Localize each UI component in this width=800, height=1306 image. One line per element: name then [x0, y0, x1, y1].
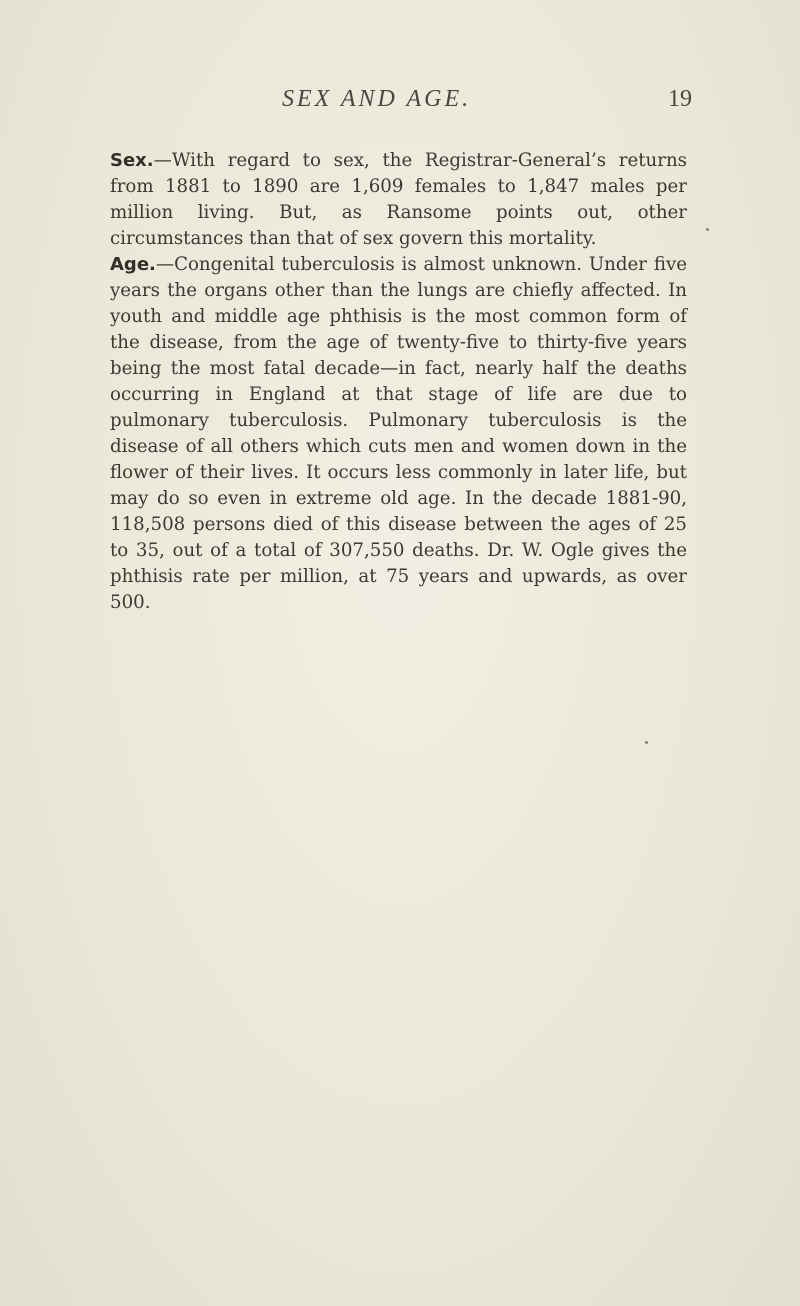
paragraph-sex [110, 148, 687, 252]
page-number: 19 [668, 86, 692, 112]
sex-heading: Sex. [110, 150, 154, 171]
paper-speck [706, 228, 709, 231]
body-text [110, 148, 687, 616]
running-header [0, 86, 800, 116]
sex-paragraph-text: —With regard to sex, the Registrar-General’s returns from 1881 to 1890 are 1,609 females to 1,847 males per million living. But, as Ransome points out, other circumstances than that of sex govern this mortality. [110, 150, 687, 249]
age-paragraph-text: —Congenital tuberculosis is almost unknown. Under five years the organs other than the lungs are chiefly affected. In youth and middle age phthisis is the most common form of the disease, from the age of twenty-five to thirty-five years being the most fatal decade—in fact, nearly half the deaths occurring in England at that stage of life are due to pulmonary tuberculosis. Pulmonary tuberculosis is the disease of all others which cuts men and women down in the flower of their lives. It occurs less commonly in later life, but may do so even in extreme old age. In the decade 1881-90, 118,508 persons died of this disease between the ages of 25 to 35, out of a total of 307,550 deaths. Dr. W. Ogle gives the phthisis rate per million, at 75 years and upwards, as over 500. [110, 254, 687, 613]
running-header-title: SEX AND AGE. [282, 86, 472, 112]
paragraph-age [110, 252, 687, 616]
paper-speck [645, 741, 648, 744]
age-heading: Age. [110, 254, 156, 275]
